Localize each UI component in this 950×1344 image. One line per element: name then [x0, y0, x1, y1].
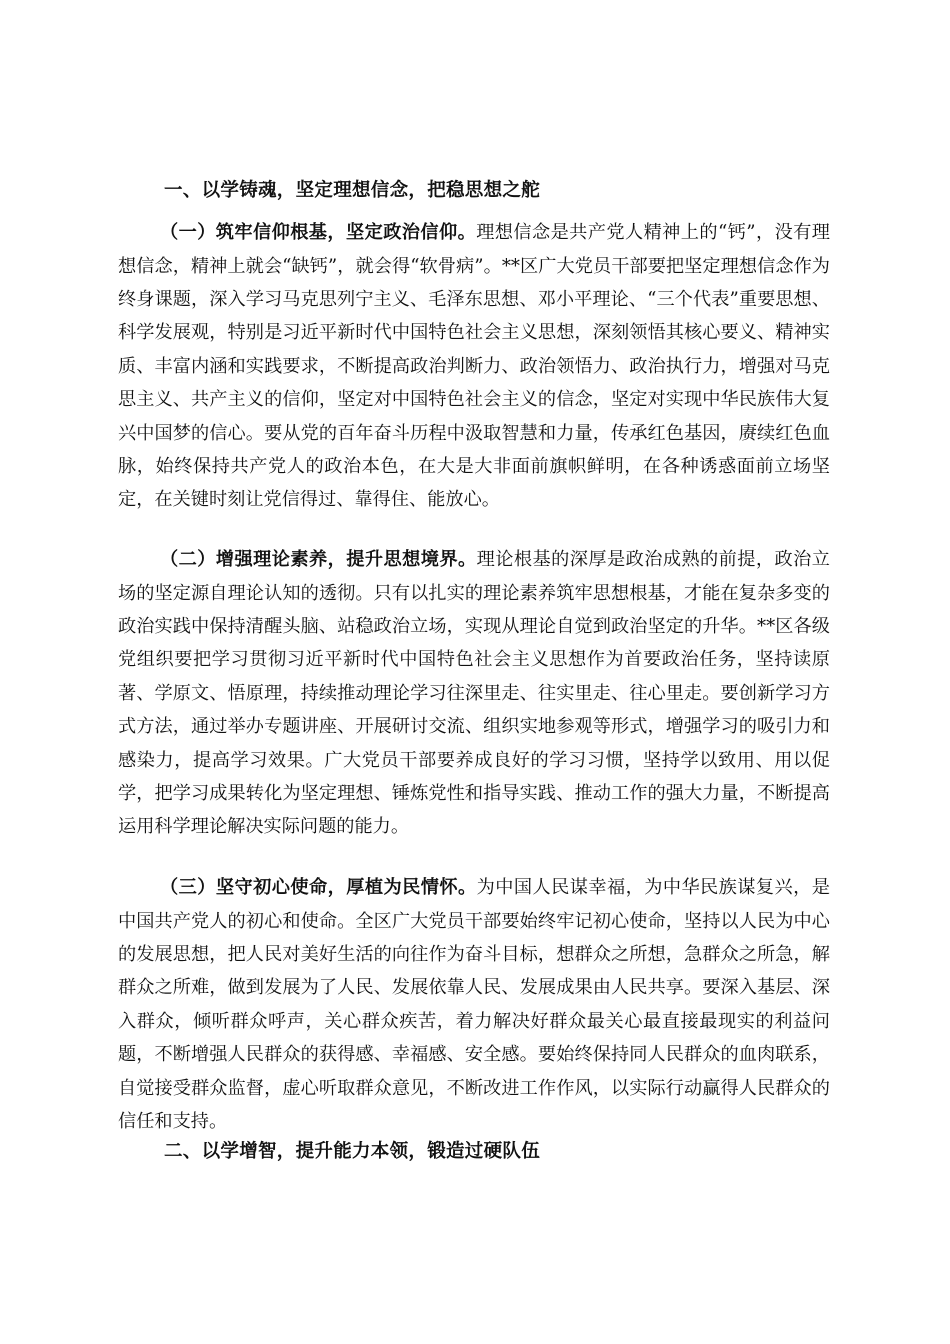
paragraph-1-body: 理想信念是共产党人精神上的“钙”，没有理想信念，精神上就会“缺钙”，就会得“软骨病”。**区广大党员干部要把坚定理想信念作为终身课题，深入学习马克思列宁主义、毛泽东思想、邓小平理论、“三个代表”重要思想、科学发展观，特别是习近平新时代中国特色社会主义思想，深刻领悟其核心要义、精神实质、丰富内涵和实践要求，不断提高政治判断力、政治领悟力、政治执行力，增强对马克思主义、共产主义的信仰，坚定对中国特色社会主义的信念，坚定对实现中华民族伟大复兴中国梦的信心。要从党的百年奋斗历程中汲取智慧和力量，传承红色基因，赓续红色血脉，始终保持共产党人的政治本色，在大是大非面前旗帜鲜明，在各种诱惑面前立场坚定，在关键时刻让党信得过、靠得住、能放心。	[118, 222, 830, 511]
paragraph-3	[118, 871, 830, 1138]
paragraph-3-lead: （三）坚守初心使命，厚植为民情怀。	[160, 877, 477, 899]
paragraph-3-body: 为中国人民谋幸福，为中华民族谋复兴，是中国共产党人的初心和使命。全区广大党员干部要始终牢记初心使命，坚持以人民为中心的发展思想，把人民对美好生活的向往作为奋斗目标，想群众之所想，急群众之所急，解群众之所难，做到发展为了人民、发展依靠人民、发展成果由人民共享。要深入基层、深入群众，倾听群众呼声，关心群众疾苦，着力解决好群众最关心最直接最现实的利益问题，不断增强人民群众的获得感、幸福感、安全感。要始终保持同人民群众的血肉联系，自觉接受群众监督，虚心听取群众意见，不断改进工作作风，以实际行动赢得人民群众的信任和支持。	[118, 877, 830, 1133]
paragraph-2-body: 理论根基的深厚是政治成熟的前提，政治立场的坚定源自理论认知的透彻。只有以扎实的理论素养筑牢思想根基，才能在复杂多变的政治实践中保持清醒头脑、站稳政治立场，实现从理论自觉到政治坚定的升华。**区各级党组织要把学习贯彻习近平新时代中国特色社会主义思想作为首要政治任务，坚持读原著、学原文、悟原理，持续推动理论学习往深里走、往实里走、往心里走。要创新学习方式方法，通过举办专题讲座、开展研讨交流、组织实地参观等形式，增强学习的吸引力和感染力，提高学习效果。广大党员干部要养成良好的学习习惯，坚持学以致用、用以促学，把学习成果转化为坚定理想、锤炼党性和指导实践、推动工作的强大力量，不断提高运用科学理论解决实际问题的能力。	[118, 549, 830, 838]
section-heading-1: 一、以学铸魂，坚定理想信念，把稳思想之舵	[164, 180, 541, 201]
section-heading-2: 二、以学增智，提升能力本领，锻造过硬队伍	[164, 1141, 541, 1162]
paragraph-1-lead: （一）筑牢信仰根基，坚定政治信仰。	[160, 222, 477, 244]
paragraph-2-lead: （二）增强理论素养，提升思想境界。	[160, 549, 477, 571]
paragraph-1	[118, 216, 830, 517]
paragraph-2	[118, 543, 830, 844]
